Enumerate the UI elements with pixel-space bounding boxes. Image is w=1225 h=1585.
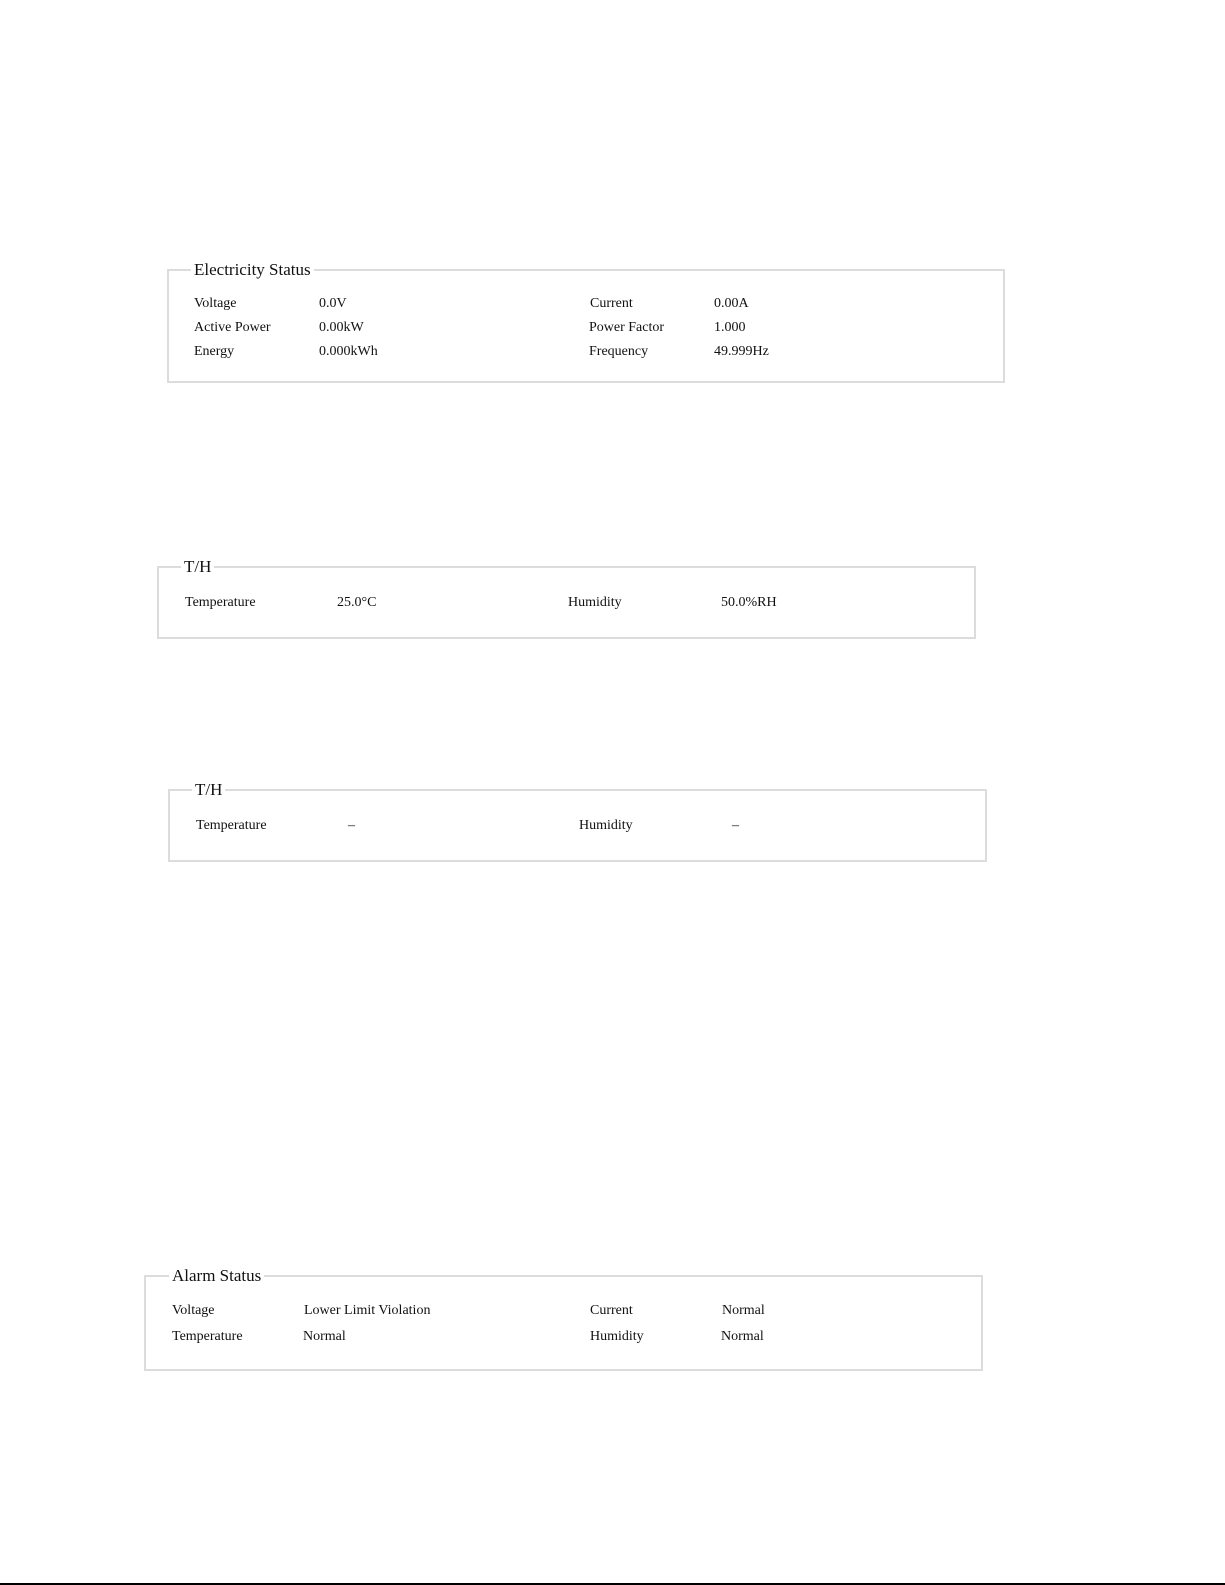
humidity-value: – [732,818,739,833]
power-factor-label: Power Factor [589,320,665,335]
energy-label: Energy [194,344,235,359]
humidity-value: 50.0%RH [721,595,777,610]
frequency-value: 49.999Hz [714,344,769,359]
voltage-label: Voltage [194,296,237,311]
alarm-current-label: Current [590,1303,633,1318]
active-power-value: 0.00kW [319,320,364,335]
th-panel-1-title: T/H [181,557,214,577]
alarm-humidity-value: Normal [721,1329,764,1344]
th-panel-1 [157,557,976,639]
th-panel-2-title: T/H [192,780,225,800]
temperature-value: 25.0°C [337,595,377,610]
alarm-temperature-label: Temperature [172,1329,243,1344]
alarm-status-panel [144,1266,983,1371]
temperature-label: Temperature [196,818,267,833]
temperature-label: Temperature [185,595,256,610]
electricity-status-panel [167,260,1005,383]
voltage-value: 0.0V [319,296,347,311]
active-power-label: Active Power [194,320,271,335]
alarm-current-value: Normal [722,1303,765,1318]
alarm-humidity-label: Humidity [590,1329,644,1344]
humidity-label: Humidity [568,595,622,610]
frequency-label: Frequency [589,344,649,359]
th-panel-2 [168,780,987,862]
alarm-status-title: Alarm Status [169,1266,264,1286]
alarm-temperature-value: Normal [303,1329,346,1344]
current-label: Current [590,296,633,311]
energy-value: 0.000kWh [319,344,378,359]
temperature-value: – [348,818,355,833]
electricity-status-title: Electricity Status [191,260,314,280]
alarm-voltage-label: Voltage [172,1303,215,1318]
power-factor-value: 1.000 [714,320,746,335]
current-value: 0.00A [714,296,749,311]
humidity-label: Humidity [579,818,633,833]
alarm-voltage-value: Lower Limit Violation [304,1303,431,1318]
